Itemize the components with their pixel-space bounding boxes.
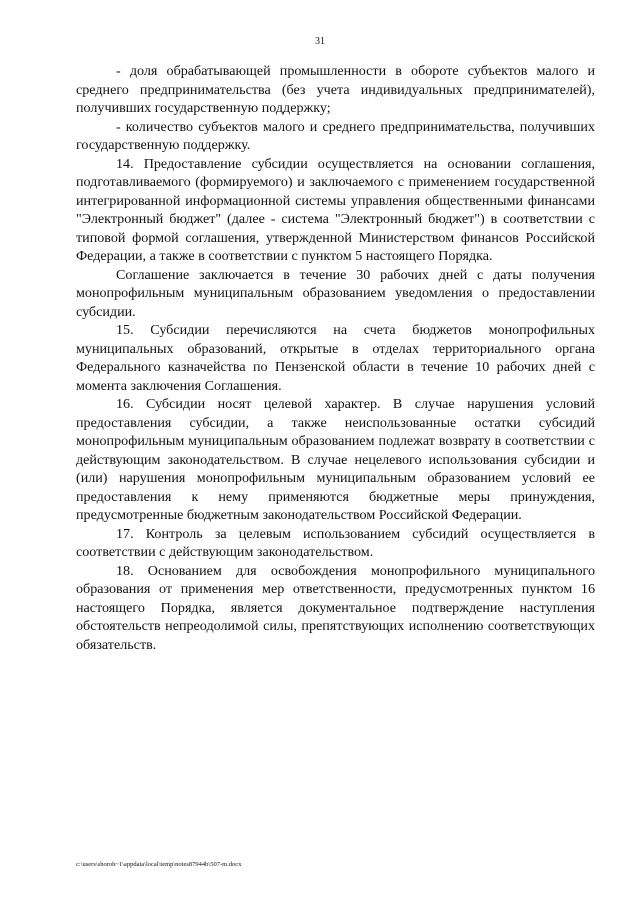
paragraph-clause-17: 17. Контроль за целевым использованием субсидий осуществляется в соответствии с действующим законодательством. xyxy=(76,525,595,560)
document-body xyxy=(76,62,595,654)
paragraph-clause-14: 14. Предоставление субсидии осуществляется на основании соглашения, подготавливаемого (формируемого) и заключаемого с применением государственной интегрированной информационной системы управления общественными финансами "Электронный бюджет" (далее - система "Электронный бюджет") в соответствии с типовой формой соглашения, утвержденной Министерством финансов Российской Федерации, а также в соответствии с пунктом 5 настоящего Порядка. xyxy=(76,155,595,264)
paragraph-clause-16: 16. Субсидии носят целевой характер. В случае нарушения условий предоставления субсидии, а также неиспользованные остатки субсидий монопрофильным муниципальным образованием подлежат возврату в соответствии с действующим законодательством. В случае нецелевого использования субсидии и (или) нарушения монопрофильным муниципальным образованием условий ее предоставления к нему применяются бюджетные меры принуждения, предусмотренные бюджетным законодательством Российской Федерации. xyxy=(76,396,595,523)
paragraph-bullet-sme-count: - количество субъектов малого и среднего предпринимательства, получивших государственную поддержку. xyxy=(76,118,595,153)
paragraph-agreement-term: Соглашение заключается в течение 30 рабочих дней с даты получения монопрофильным муниципальным образованием уведомления о предоставлении субсидии. xyxy=(76,266,595,320)
page-number: 31 xyxy=(315,36,325,47)
paragraph-bullet-manufacturing-share: - доля обрабатывающей промышленности в обороте субъектов малого и среднего предпринимательства (без учета индивидуальных предпринимателей), получивших государственную поддержку; xyxy=(76,63,595,116)
paragraph-clause-18: 18. Основанием для освобождения монопрофильного муниципального образования от применения мер ответственности, предусмотренных пунктом 16 настоящего Порядка, является документальное подтверждение наступления обстоятельств непреодолимой силы, препятствующих исполнению соответствующих обязательств. xyxy=(76,562,595,653)
footer-file-path: c:\users\shoroh~1\appdata\local\temp\notes87944b\507-m.docx xyxy=(76,861,242,868)
paragraph-clause-15: 15. Субсидии перечисляются на счета бюджетов монопрофильных муниципальных образований, открытые в отделах территориального органа Федерального казначейства по Пензенской области в течение 10 рабочих дней с момента заключения Соглашения. xyxy=(76,322,595,394)
